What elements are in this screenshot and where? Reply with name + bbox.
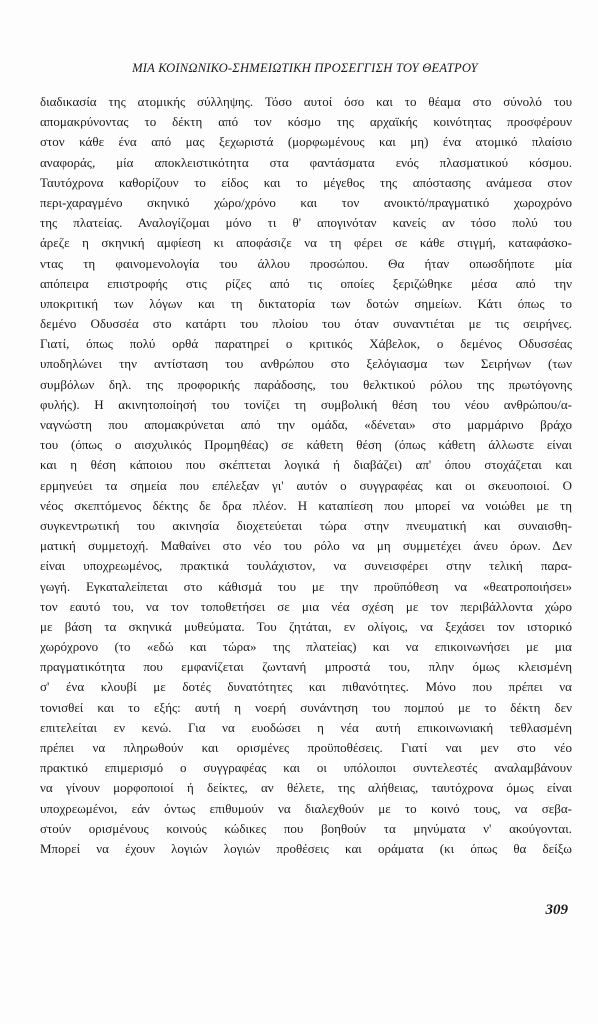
text-line: υποκριτική των λόγων και τη δικτατορία των δοτών σημείων. Κάτι όπως το	[40, 295, 572, 311]
text-line: ματική συμμετοχή. Μαθαίνει στο νέο του ρόλο να μη συμμετέχει άνευ όρων. Δεν	[40, 538, 572, 554]
text-line: της πλατείας. Αναλογίζομαι μόνο τι θ' απογινόταν κανείς αν τόσο πολύ του	[40, 215, 572, 231]
text-line: πραγματικότητα που εμφανίζεται ζωντανή μπροστά του, πλην όμως κλεισμένη	[40, 659, 572, 675]
text-line: αναφοράς, μία αποκλειστικότητα στα φαντάσματα ενός πλασματικού κόσμου.	[40, 154, 572, 170]
text-line: στούν ορισμένους κοινούς κώδικες που βοηθούν τα μηνύματα ν' ακούγονται.	[40, 820, 572, 836]
text-line: ντας τη φαινομενολογία του άλλου προσώπου. Θα ήταν οπωσδήποτε μία	[40, 255, 572, 271]
text-line: σ' ένα κλουβί με δοτές δυνατότητες και πιθανότητες. Μόνο που πρέπει να	[40, 679, 572, 695]
text-line: πρακτικό επιμερισμό ο συγγραφέας και οι υπόλοιποι συντελεστές αναλαμβάνουν	[40, 760, 572, 776]
text-line: Ταυτόχρονα καθορίζουν το είδος και το μέγεθος της απόστασης ανάμεσα στον	[40, 174, 572, 190]
text-line: νέος σκεπτόμενος δέκτης δε δρα πλέον. Η καταπίεση που μπορεί να νοιώθει με τη	[40, 497, 572, 513]
text-line: συγκεντρωτική του ακινησία διοχετεύεται τώρα στην πνευματική και συναισθη-	[40, 517, 572, 533]
body-text	[40, 92, 572, 859]
text-line: χωρόχρονο (το «εδώ και τώρα» της πλατείας) και να επικοινωνήσει με μια	[40, 639, 572, 655]
text-line: τονισθεί και το εξής: αυτή η νοερή συνάντηση του πομπού με το δέκτη δεν	[40, 699, 572, 715]
text-line: υποδηλώνει την αντίσταση του ανθρώπου στο ξελόγιασμα των Σειρήνων (των	[40, 356, 572, 372]
text-line: υποχρεωμένοι, εάν όντως επιθυμούν να διαλεχθούν με το κοινό τους, να σεβα-	[40, 800, 572, 816]
text-line: απομακρύνοντας το δέκτη από τον κόσμο της αρχαϊκής κοινότητας προσφέρουν	[40, 114, 572, 130]
text-line: ναγνώστη που απομακρύνεται από την ομάδα, «δένεται» στο μαρμάρινο βράχο	[40, 417, 572, 432]
text-line: στον κάθε ένα από μας ξεχωριστά (μορφωμένους και μη) ένα ατομικό πλαίσιο	[40, 134, 572, 150]
text-line: ερμηνεύει τα σημεία που επέλεξαν γι' αυτόν ο συγγραφέας και οι σκευοποιοί. Ο	[40, 477, 572, 493]
text-line: με βάση τα σκηνικά μυθεύματα. Του ζητάται, εν ολίγοις, να ξεχάσει τον ιστορικό	[40, 618, 572, 634]
text-line: διαδικασία της ατομικής σύλληψης. Τόσο αυτοί όσο και το θέαμα στο σύνολό του	[40, 94, 572, 109]
text-line: τον εαυτό του, να τον τοποθετήσει σε μια νέα σχέση με τον περιβάλλοντα χώρο	[40, 598, 572, 614]
running-head: ΜΙΑ ΚΟΙΝΩΝΙΚΟ-ΣΗΜΕΙΩΤΙΚΗ ΠΡΟΣΕΓΓΙΣΗ ΤΟΥ ΘΕΑΤΡΟΥ	[132, 61, 478, 75]
page-number: 309	[545, 902, 568, 918]
text-line: να γίνουν μορφοποιοί ή δείκτες, αν θέλετε, της αλήθειας, ταυτόχρονα όμως είναι	[40, 780, 572, 796]
text-line: και η θέση κάποιου που σκέπτεται λογικά ή διαβάζει) απ' όπου στοχάζεται και	[40, 457, 572, 473]
text-line: πρέπει να πληρωθούν και ορισμένες προϋποθέσεις. Γιατί ναι μεν στο νέο	[40, 740, 572, 755]
text-line: δεμένο Οδυσσέα στο κατάρτι του πλοίου του όταν συναντιέται με τις σειρήνες.	[40, 316, 572, 332]
text-line: φυλής). Η ακινητοποίησή του τονίζει τη συμβολική θέση του νέου ανθρώπου/α-	[40, 396, 572, 412]
text-line: επιτελείται εν κενώ. Για να ευοδώσει η νέα αυτή επικοινωνιακή τεθλασμένη	[40, 719, 572, 735]
text-line: του (όπως ο αισχυλικός Προμηθέας) σε κάθετη θέση (όπως κάθετη άλλωστε είναι	[40, 437, 572, 453]
text-line: είναι υποχρεωμένος, πρακτικά τουλάχιστον, να συνεισφέρει στην τελική παρα-	[40, 558, 572, 574]
text-line: συμβόλων δηλ. της προφορικής παράδοσης, του θελκτικού ρόλου της πρωτόγονης	[40, 376, 572, 392]
text-line: περι-χαραγμένο σκηνικό χώρο/χρόνο και τον ανοικτό/πραγματικό χωροχρόνο	[40, 194, 572, 210]
text-line: Γιατί, όπως πολύ ορθά παρατηρεί ο κριτικός Χάβελοκ, ο δεμένος Οδυσσέας	[40, 336, 572, 352]
text-line: Μπορεί να έχουν λογιών λογιών προθέσεις και οράματα (κι όπως θα δείξω	[40, 840, 572, 856]
text-line: γωγή. Εγκαταλείπεται στο κάθισμά του με την προϋπόθεση να «θεατροποιήσει»	[40, 578, 572, 594]
text-line: απόπειρα επιστροφής στις ρίζες από τις οποίες ξεριζώθηκε μέσα από την	[40, 275, 572, 291]
text-line: άρεζε η σκηνική αμφίεση κι αποφάσιζε να τη φέρει σε κάθε στιγμή, καταφάσκο-	[40, 235, 572, 251]
